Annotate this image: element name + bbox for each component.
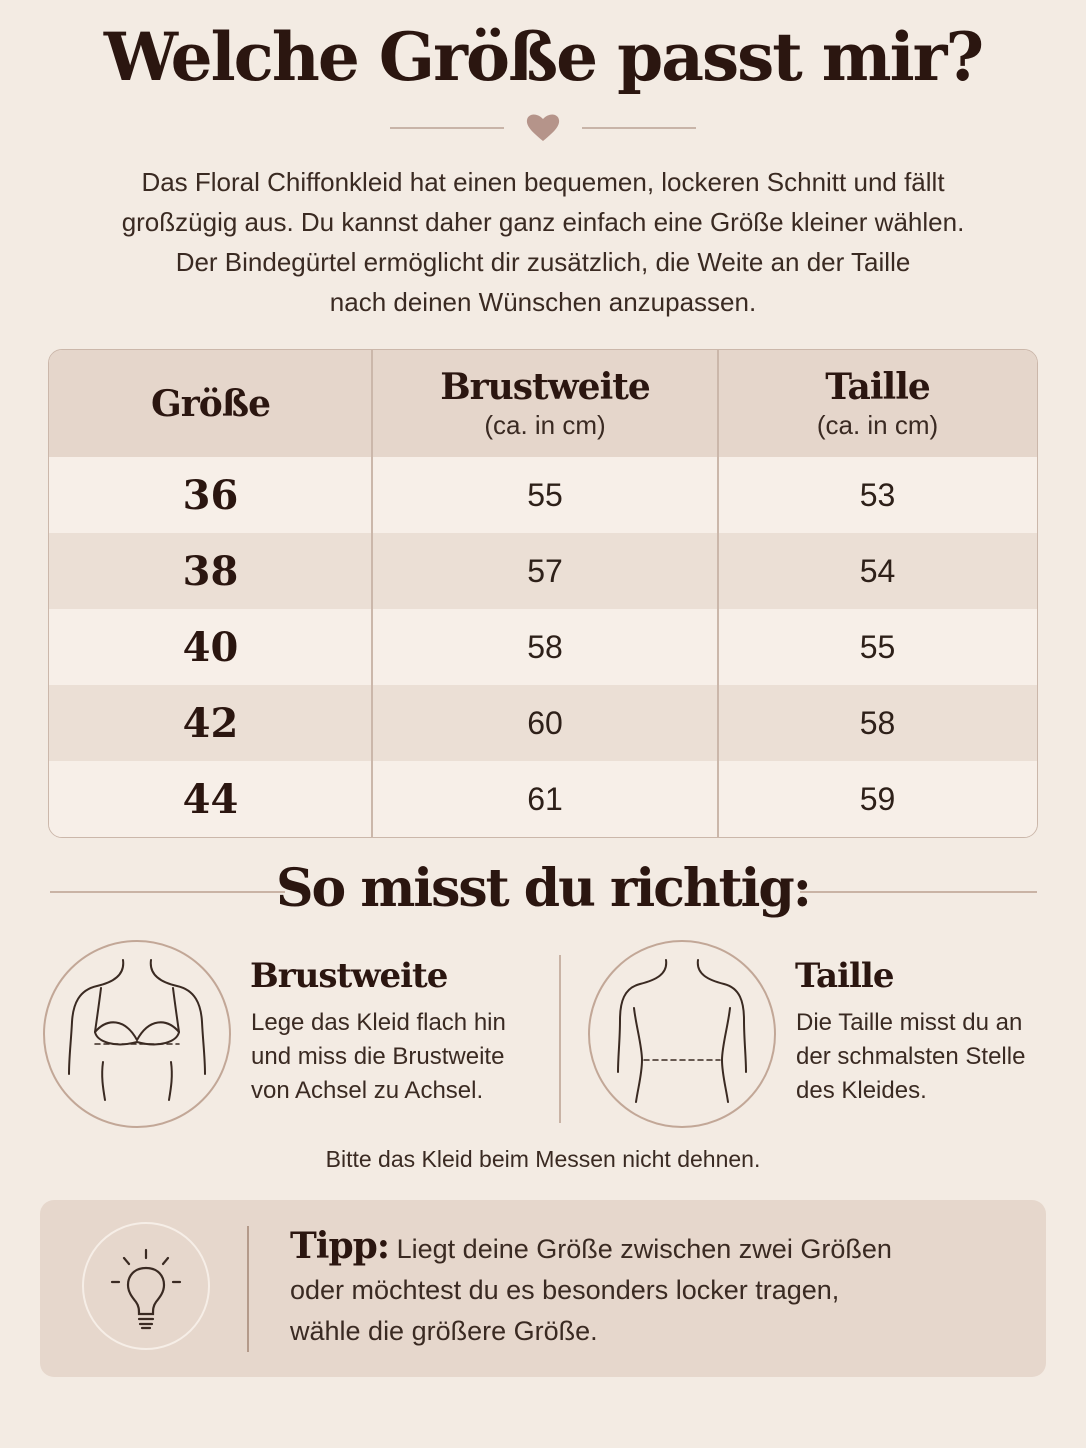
header-bust — [372, 350, 718, 457]
bust-cell: 58 — [527, 628, 563, 665]
header-label: Brustweite — [440, 366, 650, 408]
waist-cell: 54 — [859, 552, 896, 589]
intro-line: großzügig aus. Du kannst daher ganz einfach eine Größe kleiner wählen. — [121, 207, 965, 237]
bust-description-line: und miss die Brustweite — [251, 1043, 505, 1070]
intro-line: Das Floral Chiffonkleid hat einen bequemen, lockeren Schnitt und fällt — [141, 167, 945, 197]
page-title: Welche Größe passt mir? — [103, 18, 983, 96]
bust-cell: 61 — [527, 780, 563, 817]
waist-cell: 55 — [859, 628, 896, 665]
header-waist — [718, 350, 1037, 457]
bust-description — [251, 1006, 506, 1108]
bust-cell: 57 — [527, 552, 563, 589]
tip-box — [40, 1200, 1046, 1377]
bust-cell: 55 — [527, 476, 563, 513]
tip-text — [290, 1226, 1010, 1352]
measure-title: So misst du richtig: — [275, 858, 810, 919]
size-cell: 42 — [182, 699, 239, 747]
bust-measure-icon — [43, 940, 231, 1128]
size-cell: 44 — [182, 775, 239, 823]
tip-line: oder möchtest du es besonders locker tragen, — [290, 1275, 840, 1305]
waist-description-line: des Kleides. — [796, 1077, 927, 1104]
tip-line — [290, 1226, 1010, 1270]
waist-description-line: der schmalsten Stelle — [796, 1043, 1026, 1070]
header-label: Größe — [151, 382, 270, 425]
bust-description-line: Lege das Kleid flach hin — [251, 1009, 506, 1036]
tip-line-text: Liegt deine Größe zwischen zwei Größen — [396, 1234, 892, 1264]
column-divider — [717, 350, 719, 837]
heart-divider — [0, 108, 1086, 148]
header-label: Taille — [825, 366, 930, 408]
measure-note: Bitte das Kleid beim Messen nicht dehnen. — [325, 1146, 761, 1172]
size-table — [48, 349, 1038, 838]
bust-title: Brustweite — [250, 956, 448, 996]
size-cell: 36 — [182, 471, 239, 519]
header-unit: (ca. in cm) — [484, 410, 606, 440]
waist-cell: 53 — [859, 476, 896, 513]
table-row — [49, 761, 1037, 837]
tip-line: wähle die größere Größe. — [290, 1316, 598, 1346]
intro-line: Der Bindegürtel ermöglicht dir zusätzlich, die Weite an der Taille — [175, 247, 911, 277]
column-divider — [371, 350, 373, 837]
waist-description-line: Die Taille misst du an — [796, 1009, 1023, 1036]
header-size — [49, 350, 372, 457]
measure-divider — [559, 955, 561, 1123]
table-header — [49, 350, 1037, 457]
size-cell: 40 — [182, 623, 239, 671]
table-row — [49, 609, 1037, 685]
tip-divider — [247, 1226, 249, 1352]
table-row — [49, 533, 1037, 609]
bust-description-line: von Achsel zu Achsel. — [251, 1077, 484, 1104]
waist-measure-icon — [588, 940, 776, 1128]
heart-icon — [527, 115, 559, 141]
intro-text — [60, 162, 1026, 322]
table-row — [49, 457, 1037, 533]
intro-line: nach deinen Wünschen anzupassen. — [329, 287, 757, 317]
size-cell: 38 — [182, 547, 239, 595]
table-row — [49, 685, 1037, 761]
waist-description — [796, 1006, 1025, 1108]
waist-title: Taille — [795, 956, 894, 996]
tip-label: Tipp: — [290, 1225, 390, 1267]
lightbulb-icon — [82, 1222, 210, 1350]
waist-cell: 58 — [859, 704, 896, 741]
header-unit: (ca. in cm) — [816, 410, 939, 440]
bust-cell: 60 — [527, 704, 563, 741]
waist-cell: 59 — [859, 780, 896, 817]
